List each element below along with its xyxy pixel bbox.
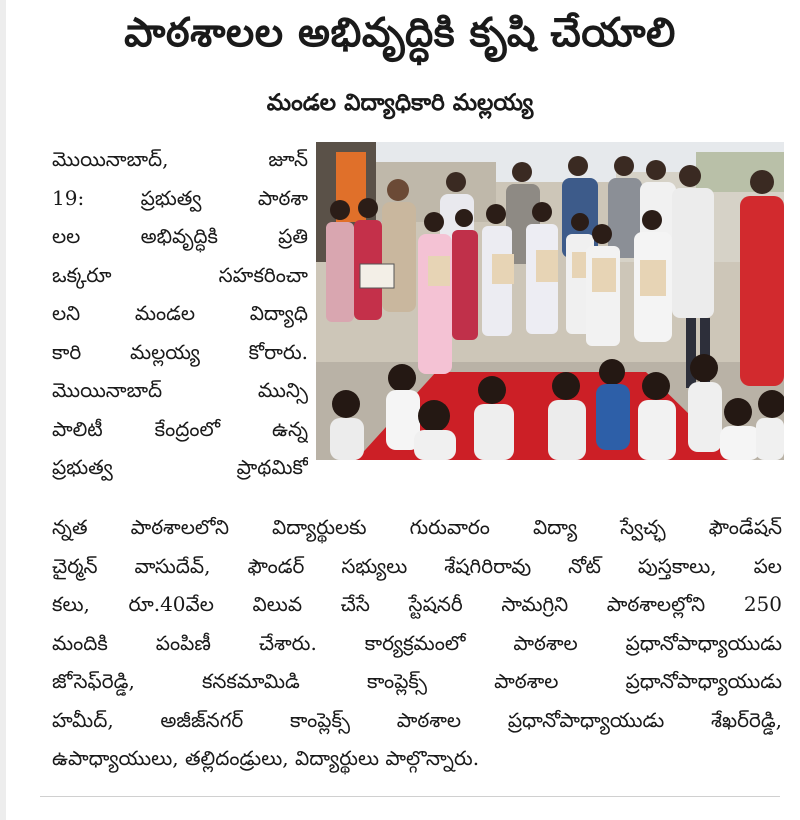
text-line: చైర్మన్ వాసుదేవ్, ఫౌండర్ సభ్యులు శేషగిరిరావు నోట్ పుస్తకాలు, పల (52, 553, 782, 578)
text-line: మొయినాబాద్ మున్సి (52, 378, 308, 402)
page-left-border (0, 0, 6, 820)
text-line: మందికి పంపిణీ చేశారు. కార్యక్రమంలో పాఠశాల ప్రధానోపాధ్యాయుడు (52, 630, 782, 655)
text-line: ఉపాధ్యాయులు, తల్లిదండ్రులు, విద్యార్థులు పాల్గొన్నారు. (52, 746, 480, 770)
photo-illustration (316, 142, 784, 460)
text-line: ప్రభుత్వ ప్రాథమికో (52, 455, 308, 479)
text-line: లల అభివృద్ధికి ప్రతి (52, 224, 308, 248)
subheadline: మండల విద్యాధికారి మల్లయ్య (266, 90, 534, 116)
text-line: హమీద్, అజీజ్‌నగర్ కాంప్లెక్స్ పాఠశాల ప్రధానోపాధ్యాయుడు శేఖర్‌రెడ్డి, (52, 707, 782, 732)
text-line: కారి మల్లయ్య కోరారు. (52, 339, 308, 364)
article-column-text (52, 140, 308, 487)
headline: పాఠశాలల అభివృద్ధికి కృషి చేయాలి (124, 10, 676, 56)
text-line: జోసెఫ్‌రెడ్డి, కనకమామిడి కాంప్లెక్స్ పాఠశాల ప్రధానోపాధ్యాయుడు (52, 669, 782, 693)
article-body-text (52, 508, 782, 778)
text-line: పాలిటీ కేంద్రంలో ఉన్న (52, 416, 308, 441)
text-line: 19: ప్రభుత్వ పాఠశా (52, 185, 308, 210)
text-line: కలు, రూ.40వేల విలువ చేసే స్టేషనరీ సామగ్రిని పాఠశాలల్లోని 250 (52, 592, 782, 616)
text-line: మొయినాబాద్, జూన్ (52, 147, 308, 171)
text-line: లని మండల విద్యాధి (52, 301, 308, 325)
bottom-divider (40, 796, 780, 797)
text-line: న్నత పాఠశాలలోని విద్యార్థులకు గురువారం విద్యా స్వేచ్ఛ ఫౌండేషన్ (52, 515, 782, 539)
text-line: ఒక్కరూ సహకరించా (52, 262, 308, 287)
news-photo (316, 142, 784, 460)
